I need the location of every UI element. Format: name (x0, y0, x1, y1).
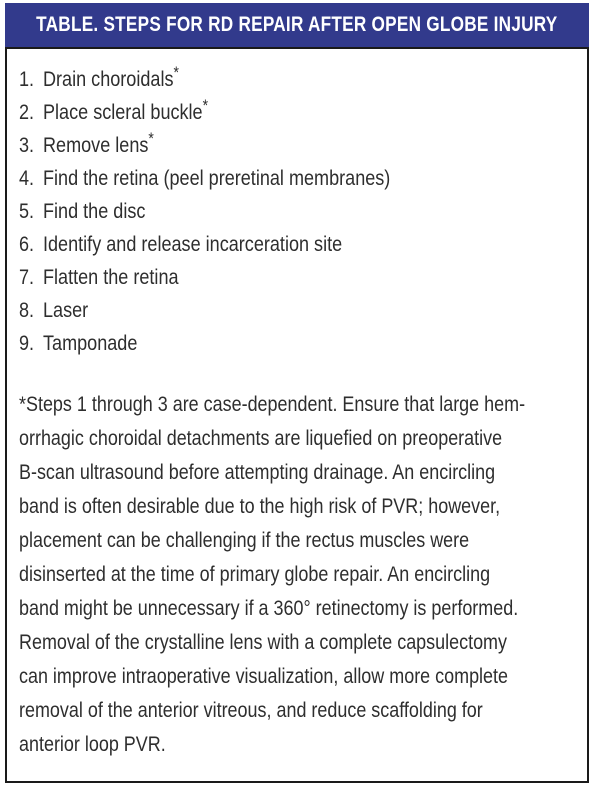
table-footnote (19, 388, 571, 762)
step-label: Remove lens* (43, 130, 154, 157)
step-item (19, 261, 571, 294)
step-label: Tamponade (43, 332, 138, 355)
table-body-inner (7, 49, 587, 762)
footnote-line: removal of the anterior vitreous, and reduce scaffolding for (19, 699, 483, 722)
footnote-line: orrhagic choroidal detachments are liquefied on preoperative (19, 427, 503, 450)
step-label: Flatten the retina (43, 266, 179, 289)
step-number: 7. (19, 266, 35, 289)
step-item (19, 228, 571, 261)
table-header (5, 3, 589, 47)
footnote-line: *Steps 1 through 3 are case-dependent. Ensure that large hem- (19, 393, 526, 416)
footnote-line: disinserted at the time of primary globe repair. An encircling (19, 563, 491, 586)
step-label: Drain choroidals* (43, 64, 179, 91)
step-item (19, 294, 571, 327)
step-label: Identify and release incarceration site (43, 233, 343, 256)
step-number: 9. (19, 332, 35, 355)
step-number: 1. (19, 68, 35, 91)
step-label: Find the disc (43, 200, 146, 223)
footnote-line: anterior loop PVR. (19, 733, 166, 756)
step-label: Laser (43, 299, 89, 322)
step-item (19, 162, 571, 195)
table-title: TABLE. STEPS FOR RD REPAIR AFTER OPEN GLOBE INJURY (36, 12, 558, 37)
step-number: 2. (19, 101, 35, 124)
step-item (19, 327, 571, 360)
step-item (19, 96, 571, 129)
step-footnote-marker: * (173, 64, 179, 82)
step-number: 5. (19, 200, 35, 223)
table-figure (5, 3, 589, 783)
step-footnote-marker: * (148, 130, 154, 148)
table-body (5, 47, 589, 783)
step-footnote-marker: * (202, 97, 209, 115)
step-item (19, 129, 571, 162)
step-item (19, 63, 571, 96)
step-number: 8. (19, 299, 35, 322)
step-item (19, 195, 571, 228)
footnote-line: band is often desirable due to the high risk of PVR; however, (19, 495, 501, 518)
step-label: Find the retina (peel preretinal membranes) (43, 167, 391, 190)
step-number: 3. (19, 134, 35, 157)
step-number: 4. (19, 167, 35, 190)
footnote-line: Removal of the crystalline lens with a complete capsulectomy (19, 631, 508, 654)
footnote-line: B-scan ultrasound before attempting drainage. An encircling (19, 461, 496, 484)
footnote-line: can improve intraoperative visualization, allow more complete (19, 665, 509, 688)
step-number: 6. (19, 233, 35, 256)
steps-list (19, 63, 571, 360)
step-label: Place scleral buckle* (43, 97, 209, 124)
footnote-line: placement can be challenging if the rectus muscles were (19, 529, 470, 552)
footnote-line: band might be unnecessary if a 360° retinectomy is performed. (19, 597, 519, 620)
